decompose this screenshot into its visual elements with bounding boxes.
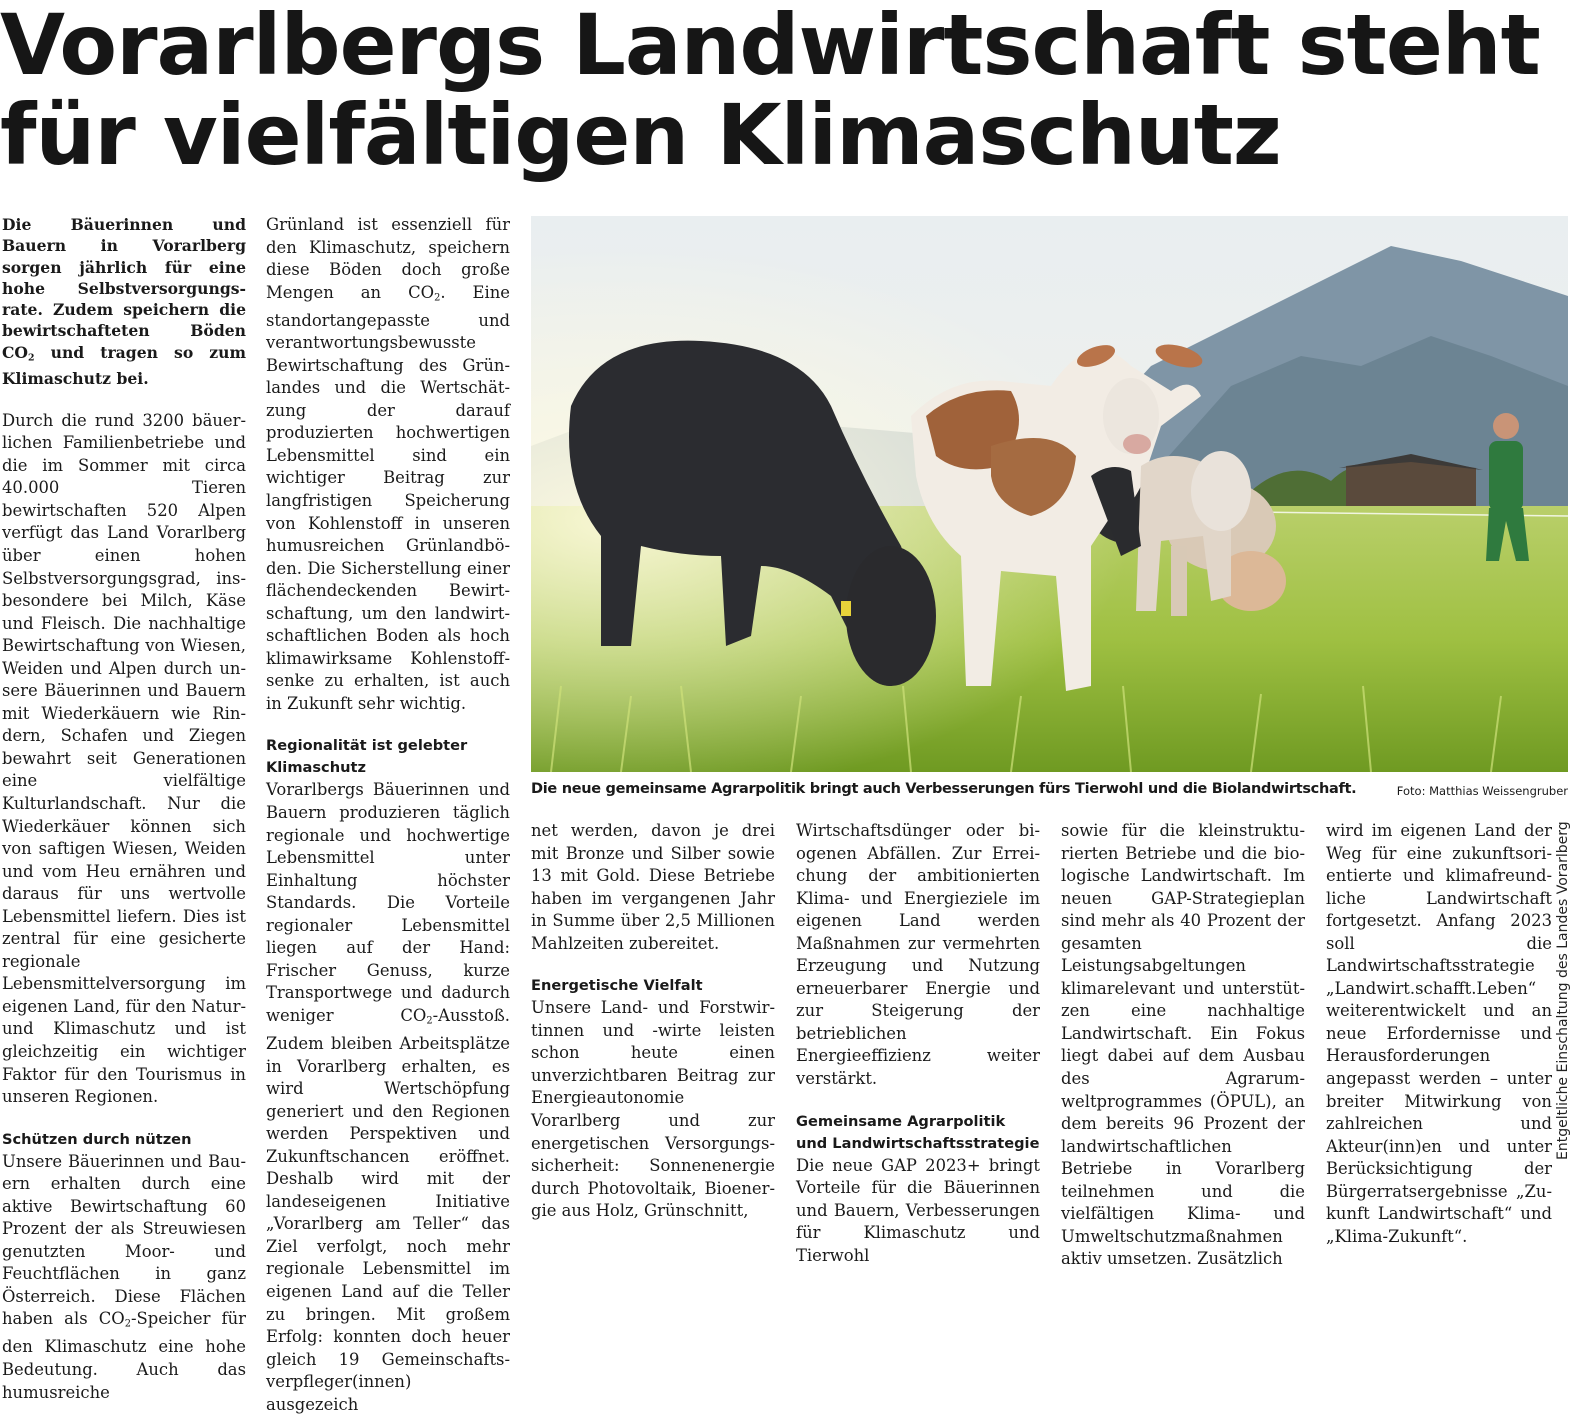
article-column-3 <box>531 820 775 1223</box>
body-paragraph: Die neue GAP 2023+ bringt Vorteile für die Bäuerinnen und Bauern, Verbesserungen für Klimaschutz und Tierwohl <box>796 1155 1040 1265</box>
body-paragraph: Unsere Land- und Forstwirtinnen und -wirte leisten schon heute einen unverzichtbaren Beitrag zur Energieautonomie Vorarlberg und zur energetischen Versorgungssicherheit: Sonnenenergie durch Photovoltaik, Bioenergie aus Holz, Grünschnitt, <box>531 998 775 1221</box>
photo-credit: Foto: Matthias Weissengruber <box>1396 784 1568 798</box>
body-paragraph: Grünland ist essenziell für den Klimaschutz, speichern diese Böden doch große Mengen an $CO_2$. Eine standortangepasste und verantwortungsbewusste Bewirtschaftung des Grünlandes und die Wertschätzung der darauf produzierten hochwertigen Lebensmittel sind ein wichtiger Beitrag zur langfristigen Speicherung von Kohlenstoff in unseren humusreichen Grünlandböden. Die Sicherstellung einer flächendeckenden Bewirtschaftung, um den landwirtschaftlichen Boden als hoch klimawirksame Kohlenstoffsenke zu erhalten, ist auch in Zukunft sehr wichtig. <box>266 215 511 713</box>
article-column-5 <box>1061 820 1305 1271</box>
article-column-1 <box>2 214 246 1404</box>
body-paragraph: wird im eigenen Land der Weg für eine zukunftsorientierte und klimafreundliche Landwirtschaft fortgesetzt. Anfang 2023 soll die Landwirtschaftsstrategie „Landwirt.schafft.Leben“ weiterentwickelt und an neue Erfordernisse und Herausforderungen angepasst werden – unter breiter Mitwirkung von zahlreichen und Akteur(inn)en und unter Berücksichtigung der Bürgerratsergebnisse „Zukunft Landwirtschaft“ und „Klima-Zukunft“. <box>1326 821 1552 1246</box>
body-paragraph: Vorarlbergs Bäuerinnen und Bauern produzieren täglich regionale und hochwertige Lebensmittel unter Einhaltung höchster Standards. Die Vorteile regionaler Lebensmittel liegen auf der Hand: Frischer Genuss, kurze Transportwege und dadurch weniger $CO_2$-Ausstoß. Zudem bleiben Arbeitsplätze in Vorarlberg erhalten, es wird Wertschöpfung generiert und den Regionen werden Perspektiven und Zukunftschancen eröffnet. Deshalb wird mit der landeseigenen Initiative „Vorarlberg am Teller“ das Ziel verfolgt, noch mehr regionale Lebensmittel im eigenen Land auf die Teller zu bringen. Mit großem Erfolg: konnten doch heuer gleich 19 Gemeinschaftsverpfleger(innen) ausgezeich <box>266 780 510 1414</box>
body-paragraph: sowie für die kleinstrukturierten Betriebe und die biologische Landwirtschaft. Im neuen GAP-Strategieplan sind mehr als 40 Prozent der gesamten Leistungsabgeltungen klimarelevant und unterstützen eine nachhaltige Landwirtschaft. Ein Fokus liegt dabei auf dem Ausbau des Agrarumweltprogrammes (ÖPUL), an dem bereits 96 Prozent der landwirtschaftlichen Betriebe in Vorarlberg teilnehmen und die vielfältigen Klima- und Umweltschutzmaßnahmen aktiv umsetzen. Zusätzlich <box>1061 821 1305 1269</box>
subheading-regionalitaet: Regionalität ist gelebter Klimaschutz <box>266 737 468 777</box>
lead-paragraph: Die Bäuerinnen und Bauern in Vorarlberg sorgen jährlich für eine hohe Selbstversorgungsrate. Zudem speichern die bewirtschafteten Böden $CO_2$ und tragen so zum Klimaschutz bei. <box>2 215 246 389</box>
subheading-schuetzen: Schützen durch nützen <box>2 1130 192 1148</box>
body-paragraph: Durch die rund 3200 bäuerlichen Familienbetriebe und die im Sommer mit circa 40.000 Tieren bewirtschaften 520 Alpen verfügt das Land Vorarlberg über einen hohen Selbstversorgungsgrad, insbesondere bei Milch, Käse und Fleisch. Die nachhaltige Bewirtschaftung von Wiesen, Weiden und Alpen durch unsere Bäuerinnen und Bauern mit Wiederkäuern wie Rindern, Schafen und Ziegen bewahrt seit Generationen eine vielfältige Kulturlandschaft. Nur die Wiederkäuer können sich von saftigen Wiesen, Weiden und vom Heu ernähren und daraus für uns wertvolle Lebensmittel liefern. Dies ist zentral für eine gesicherte regionale Lebensmittelversorgung im eigenen Land, für den Natur- und Klimaschutz und ist gleichzeitig ein wichtiger Faktor für den Tourismus in unseren Regionen. <box>2 410 246 1107</box>
sponsored-notice: Entgeltliche Einschaltung des Landes Vorarlberg <box>1555 821 1571 1160</box>
headline <box>0 0 1560 184</box>
body-paragraph: net werden, davon je drei mit Bronze und Silber sowie 13 mit Gold. Diese Betriebe haben im vergangenen Jahr in Summe über 2,5 Millionen Mahlzeiten zubereitet. <box>531 821 775 953</box>
cows-photo <box>531 216 1568 772</box>
article-column-6 <box>1326 820 1552 1248</box>
headline-line-2: für vielfältigen Klimaschutz <box>0 86 1281 184</box>
body-paragraph: Unsere Bäuerinnen und Bauern erhalten durch eine aktive Bewirtschaftung 60 Prozent der als Streuwiesen genutzten Moor- und Feuchtflächen in ganz Österreich. Diese Flächen haben als $CO_2$-Speicher für den Klimaschutz eine hohe Bedeutung. Auch das humusreiche <box>2 1151 247 1402</box>
caption-text: Die neue gemeinsame Agrarpolitik bringt auch Verbesserungen fürs Tierwohl und die Biolandwirtschaft. <box>531 781 1357 797</box>
photo-caption <box>531 778 1568 802</box>
headline-line-1: Vorarlbergs Landwirtschaft steht <box>0 0 1540 94</box>
body-paragraph: Wirtschaftsdünger oder biogenen Abfällen. Zur Erreichung der ambitionierten Klima- und Energieziele im eigenen Land werden Maßnahmen zur vermehrten Erzeugung und Nutzung erneuerbarer Energie und zur Steigerung der betrieblichen Energieeffizienz weiter verstärkt. <box>796 821 1040 1089</box>
article-column-2 <box>266 214 510 1416</box>
article-column-4 <box>796 820 1040 1267</box>
subheading-gemeinsame-agrarpolitik: Gemeinsame Agrarpolitik und Landwirtschaftsstrategie <box>796 1112 1040 1152</box>
subheading-energetische-vielfalt: Energetische Vielfalt <box>531 977 703 995</box>
